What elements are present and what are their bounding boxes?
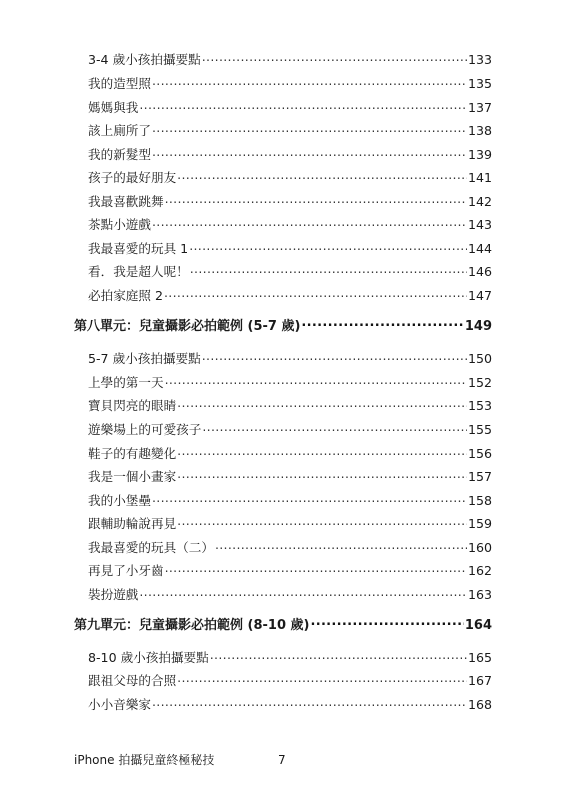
footer-book-title: iPhone 拍攝兒童終極秘技 bbox=[74, 753, 215, 767]
toc-entry-page: 147 bbox=[467, 288, 492, 303]
toc-entry-title: 8-10 歲小孩拍攝要點 bbox=[88, 650, 209, 665]
dot-leader bbox=[301, 320, 463, 330]
toc-entry-page: 168 bbox=[467, 697, 492, 712]
toc-entry[interactable] bbox=[88, 52, 492, 68]
dot-leader bbox=[152, 78, 467, 88]
toc-entry-page: 152 bbox=[467, 375, 492, 390]
toc-entry-title: 上學的第一天 bbox=[88, 375, 164, 390]
dot-leader bbox=[215, 542, 467, 552]
toc-entry[interactable] bbox=[88, 288, 492, 304]
dot-leader bbox=[165, 565, 467, 575]
dot-leader bbox=[202, 54, 467, 64]
toc-entry-title: 鞋子的有趣變化 bbox=[88, 446, 177, 461]
dot-leader bbox=[152, 699, 467, 709]
toc-entry-title: 3-4 歲小孩拍攝要點 bbox=[88, 52, 201, 67]
dot-leader bbox=[177, 400, 467, 410]
toc-entry-page: 141 bbox=[467, 170, 492, 185]
toc-entry-title: 裝扮遊戲 bbox=[88, 587, 139, 602]
dot-leader bbox=[165, 196, 467, 206]
toc-entry[interactable] bbox=[88, 493, 492, 509]
toc-entry-title: 5-7 歲小孩拍攝要點 bbox=[88, 351, 201, 366]
toc-entry-title: 我最喜歡跳舞 bbox=[88, 194, 164, 209]
toc-entry-title: 我的造型照 bbox=[88, 76, 151, 91]
toc-entry[interactable] bbox=[88, 170, 492, 186]
toc-entry-title: 茶點小遊戲 bbox=[88, 217, 151, 232]
footer-page-number: 7 bbox=[278, 753, 286, 767]
dot-leader bbox=[165, 377, 467, 387]
toc-entry[interactable] bbox=[74, 319, 492, 335]
toc-entry-title: 跟輔助輪說再見 bbox=[88, 516, 177, 531]
toc-entry-page: 135 bbox=[467, 76, 492, 91]
toc-entry-page: 150 bbox=[467, 351, 492, 366]
toc-entry-title: 我是一個小畫家 bbox=[88, 469, 177, 484]
toc-entry-page: 156 bbox=[467, 446, 492, 461]
toc-entry[interactable] bbox=[88, 446, 492, 462]
toc-entry-title: 我的小堡壘 bbox=[88, 493, 151, 508]
toc-entry-title: 再見了小牙齒 bbox=[88, 563, 164, 578]
toc-entry[interactable] bbox=[88, 264, 492, 280]
dot-leader bbox=[139, 102, 467, 112]
toc-entry[interactable] bbox=[88, 540, 492, 556]
toc-entry[interactable] bbox=[88, 100, 492, 116]
toc-entry-page: 144 bbox=[467, 241, 492, 256]
toc-entry[interactable] bbox=[88, 650, 492, 666]
dot-leader bbox=[164, 290, 467, 300]
toc-entry[interactable] bbox=[88, 469, 492, 485]
dot-leader bbox=[310, 619, 463, 629]
toc-entry[interactable] bbox=[88, 398, 492, 414]
toc-entry-title: 第九單元：兒童攝影必拍範例 (8-10 歲) bbox=[74, 618, 310, 633]
dot-leader bbox=[152, 149, 467, 159]
toc-entry-page: 143 bbox=[467, 217, 492, 232]
toc-entry[interactable] bbox=[88, 351, 492, 367]
toc-entry-title: 我最喜愛的玩具 1 bbox=[88, 241, 189, 256]
dot-leader bbox=[202, 353, 467, 363]
dot-leader bbox=[152, 125, 467, 135]
toc-entry-page: 149 bbox=[464, 319, 492, 334]
toc-entry-page: 164 bbox=[464, 618, 492, 633]
toc-entry-page: 133 bbox=[467, 52, 492, 67]
toc-entry[interactable] bbox=[88, 587, 492, 603]
toc-entry-title: 必拍家庭照 2 bbox=[88, 288, 163, 303]
dot-leader bbox=[152, 219, 467, 229]
dot-leader bbox=[152, 495, 467, 505]
toc-entry-title: 媽媽與我 bbox=[88, 100, 139, 115]
toc-entry-title: 小小音樂家 bbox=[88, 697, 151, 712]
toc-entry-page: 146 bbox=[467, 264, 492, 279]
dot-leader bbox=[177, 172, 467, 182]
toc-entry-title: 遊樂場上的可愛孩子 bbox=[88, 422, 202, 437]
toc-entry-title: 第八單元：兒童攝影必拍範例 (5-7 歲) bbox=[74, 319, 301, 334]
toc-entry[interactable] bbox=[88, 516, 492, 532]
dot-leader bbox=[177, 518, 467, 528]
toc-entry[interactable] bbox=[88, 76, 492, 92]
toc-entry-page: 158 bbox=[467, 493, 492, 508]
toc-entry-title: 該上廁所了 bbox=[88, 123, 151, 138]
toc-entry-page: 155 bbox=[467, 422, 492, 437]
toc-entry[interactable] bbox=[88, 217, 492, 233]
toc-entry-page: 165 bbox=[467, 650, 492, 665]
dot-leader bbox=[177, 471, 467, 481]
toc-entry-title: 跟祖父母的合照 bbox=[88, 673, 177, 688]
dot-leader bbox=[190, 266, 467, 276]
toc-entry-page: 157 bbox=[467, 469, 492, 484]
toc-entry-title: 寶貝閃亮的眼睛 bbox=[88, 398, 177, 413]
toc-entry-title: 孩子的最好朋友 bbox=[88, 170, 177, 185]
toc-entry[interactable] bbox=[88, 241, 492, 257]
toc-entry-page: 138 bbox=[467, 123, 492, 138]
dot-leader bbox=[210, 652, 467, 662]
toc-entry-page: 163 bbox=[467, 587, 492, 602]
toc-entry[interactable] bbox=[88, 673, 492, 689]
dot-leader bbox=[177, 675, 467, 685]
dot-leader bbox=[202, 424, 467, 434]
page-footer bbox=[74, 752, 286, 768]
toc-entry-page: 160 bbox=[467, 540, 492, 555]
dot-leader bbox=[189, 243, 467, 253]
toc-entry-page: 142 bbox=[467, 194, 492, 209]
toc-entry-page: 137 bbox=[467, 100, 492, 115]
toc-entry[interactable] bbox=[88, 697, 492, 713]
toc-entry[interactable] bbox=[88, 563, 492, 579]
toc-entry-page: 139 bbox=[467, 147, 492, 162]
toc-entry-title: 看．我是超人呢！ bbox=[88, 264, 189, 279]
toc-entry-page: 167 bbox=[467, 673, 492, 688]
toc-entry-title: 我最喜愛的玩具（二） bbox=[88, 540, 214, 555]
toc-entry-page: 162 bbox=[467, 563, 492, 578]
toc-entry[interactable] bbox=[88, 194, 492, 210]
toc-entry[interactable] bbox=[88, 147, 492, 163]
toc-entry[interactable] bbox=[88, 123, 492, 139]
toc-entry[interactable] bbox=[88, 422, 492, 438]
toc-entry-page: 153 bbox=[467, 398, 492, 413]
toc-entry-title: 我的新髮型 bbox=[88, 147, 151, 162]
toc-entry-page: 159 bbox=[467, 516, 492, 531]
toc-entry[interactable] bbox=[74, 618, 492, 634]
dot-leader bbox=[177, 448, 467, 458]
dot-leader bbox=[139, 589, 467, 599]
toc-entry[interactable] bbox=[88, 375, 492, 391]
